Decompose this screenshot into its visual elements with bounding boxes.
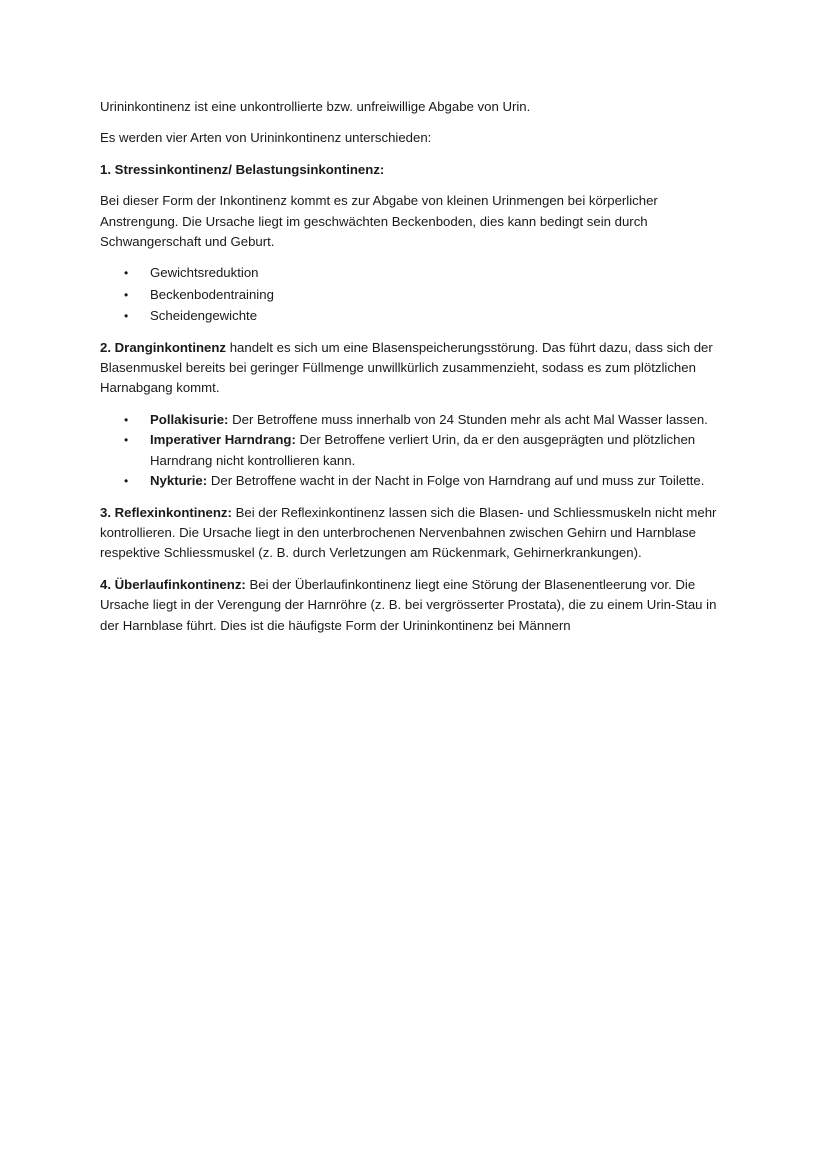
section3-heading: 3. Reflexinkontinenz: [100,504,232,520]
bullet-icon: • [124,412,129,427]
list-item-text: Gewichtsreduktion [150,265,259,281]
bullet-icon: • [124,287,129,302]
term-label: Nykturie: [150,473,208,489]
types-intro-paragraph: Es werden vier Arten von Urininkontinenz unterschieden: [100,130,432,146]
intro-paragraph: Urininkontinenz ist eine unkontrollierte bzw. unfreiwillige Abgabe von Urin. [100,99,531,114]
term-text: Der Betroffene muss innerhalb von 24 Stunden mehr als acht Mal Wasser lassen. [228,411,708,427]
section4-text: Bei der Überlaufinkontinenz liegt eine Störung der Blasenentleerung vor. Die Ursache liegt in der Verengung der Harnröhre (z. B. bei vergrösserter Prostata), die zu einem Urin-Stau in der Harnblase führt. Dies ist die häufigste Form der Urininkontinenz bei Männern [100,576,717,633]
bullet-icon: • [124,433,129,448]
section1-list [100,263,725,326]
bullet-icon: • [124,474,129,489]
section1-heading: 1. Stressinkontinenz/ Belastungsinkontinenz: [100,161,385,177]
term-text: Der Betroffene verliert Urin, da er den ausgeprägten und plötzlichen Harndrang nicht kontrollieren kann. [150,432,696,468]
section4-heading: 4. Überlaufinkontinenz: [100,576,246,592]
list-item-text: Beckenbodentraining [150,286,274,302]
list-item [100,430,725,471]
section2-list [100,410,725,492]
section1-paragraph: Bei dieser Form der Inkontinenz kommt es zur Abgabe von kleinen Urinmengen bei körperlicher Anstrengung. Die Ursache liegt im geschwächten Beckenboden, dies kann bedingt sein durch Schwangerschaft und Geburt. [100,193,658,250]
term-text: Der Betroffene wacht in der Nacht in Folge von Harndrang auf und muss zur Toilette. [207,473,705,489]
term-label: Pollakisurie: [150,411,229,427]
document-page [100,97,725,647]
list-item [100,471,725,491]
list-item-text: Scheidengewichte [150,308,258,324]
bullet-icon: • [124,266,129,281]
section3-paragraph [100,503,725,564]
list-item [100,410,725,430]
term-label: Imperativer Harndrang: [150,432,296,448]
list-item [100,263,725,283]
section2-text: handelt es sich um eine Blasenspeicherungsstörung. Das führt dazu, dass sich der Blasenmuskel bereits bei geringer Füllmenge unwillkürlich zusammenzieht, sodass es zum plötzlichen Harnabgang kommt. [100,339,713,396]
section3-text: Bei der Reflexinkontinenz lassen sich die Blasen- und Schliessmuskeln nicht mehr kontrollieren. Die Ursache liegt in den unterbrochenen Nervenbahnen zwischen Gehirn und Harnblase respektive Schliessmuskel (z. B. durch Verletzungen am Rückenmark, Gehirnerkrankungen). [100,504,717,561]
list-item [100,285,725,305]
section4-paragraph [100,575,725,636]
section2-heading: 2. Dranginkontinenz [100,339,227,355]
section2-paragraph [100,338,725,399]
list-item [100,306,725,326]
bullet-icon: • [124,309,129,324]
